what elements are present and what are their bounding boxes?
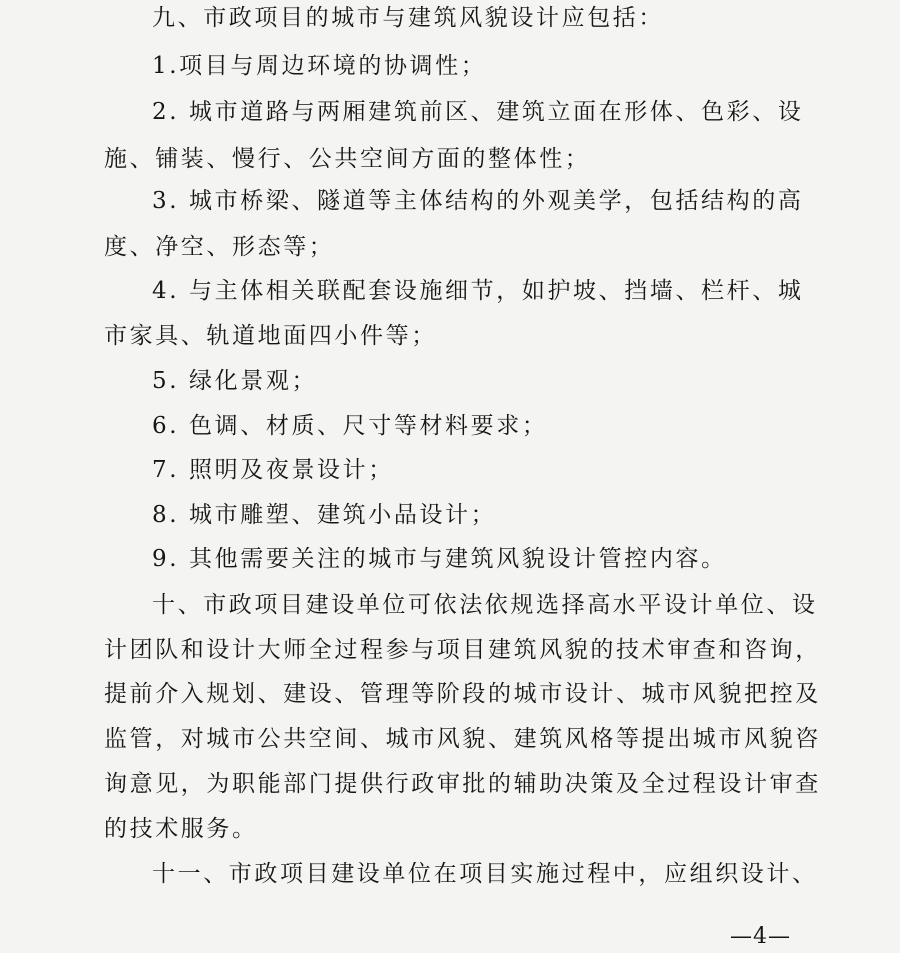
- item-8: 8. 城市雕塑、建筑小品设计；: [152, 502, 497, 528]
- section-10-line-3: 提前介入规划、建设、管理等阶段的城市设计、城市风貌把控及: [104, 681, 821, 707]
- section-9-heading: 九、市政项目的城市与建筑风貌设计应包括：: [152, 5, 664, 31]
- section-10-line-6: 的技术服务。: [104, 816, 258, 842]
- item-7: 7. 照明及夜景设计；: [152, 457, 394, 483]
- item-9: 9. 其他需要关注的城市与建筑风貌设计管控内容。: [152, 546, 727, 572]
- section-11-line-1: 十一、市政项目建设单位在项目实施过程中，应组织设计、: [152, 861, 818, 887]
- item-2-line-1: 2. 城市道路与两厢建筑前区、建筑立面在形体、色彩、设: [152, 99, 804, 125]
- item-4-line-2: 市家具、轨道地面四小件等；: [104, 323, 437, 349]
- section-10-line-5: 询意见，为职能部门提供行政审批的辅助决策及全过程设计审查: [104, 771, 821, 797]
- item-3-line-2: 度、净空、形态等；: [104, 234, 335, 260]
- section-10-line-2: 计团队和设计大师全过程参与项目建筑风貌的技术审查和咨询，: [104, 637, 821, 663]
- item-3-line-1: 3. 城市桥梁、隧道等主体结构的外观美学，包括结构的高: [152, 188, 804, 214]
- section-10-line-1: 十、市政项目建设单位可依法依规选择高水平设计单位、设: [152, 592, 818, 618]
- item-5: 5. 绿化景观；: [152, 368, 318, 394]
- item-1: 1.项目与周边环境的协调性；: [152, 53, 487, 79]
- item-6: 6. 色调、材质、尺寸等材料要求；: [152, 413, 548, 439]
- section-10-line-4: 监管，对城市公共空间、城市风貌、建筑风格等提出城市风貌咨: [104, 726, 821, 752]
- item-2-line-2: 施、铺装、慢行、公共空间方面的整体性；: [104, 146, 591, 172]
- item-4-line-1: 4. 与主体相关联配套设施细节，如护坡、挡墙、栏杆、城: [152, 278, 804, 304]
- page-number: —4—: [730, 924, 791, 949]
